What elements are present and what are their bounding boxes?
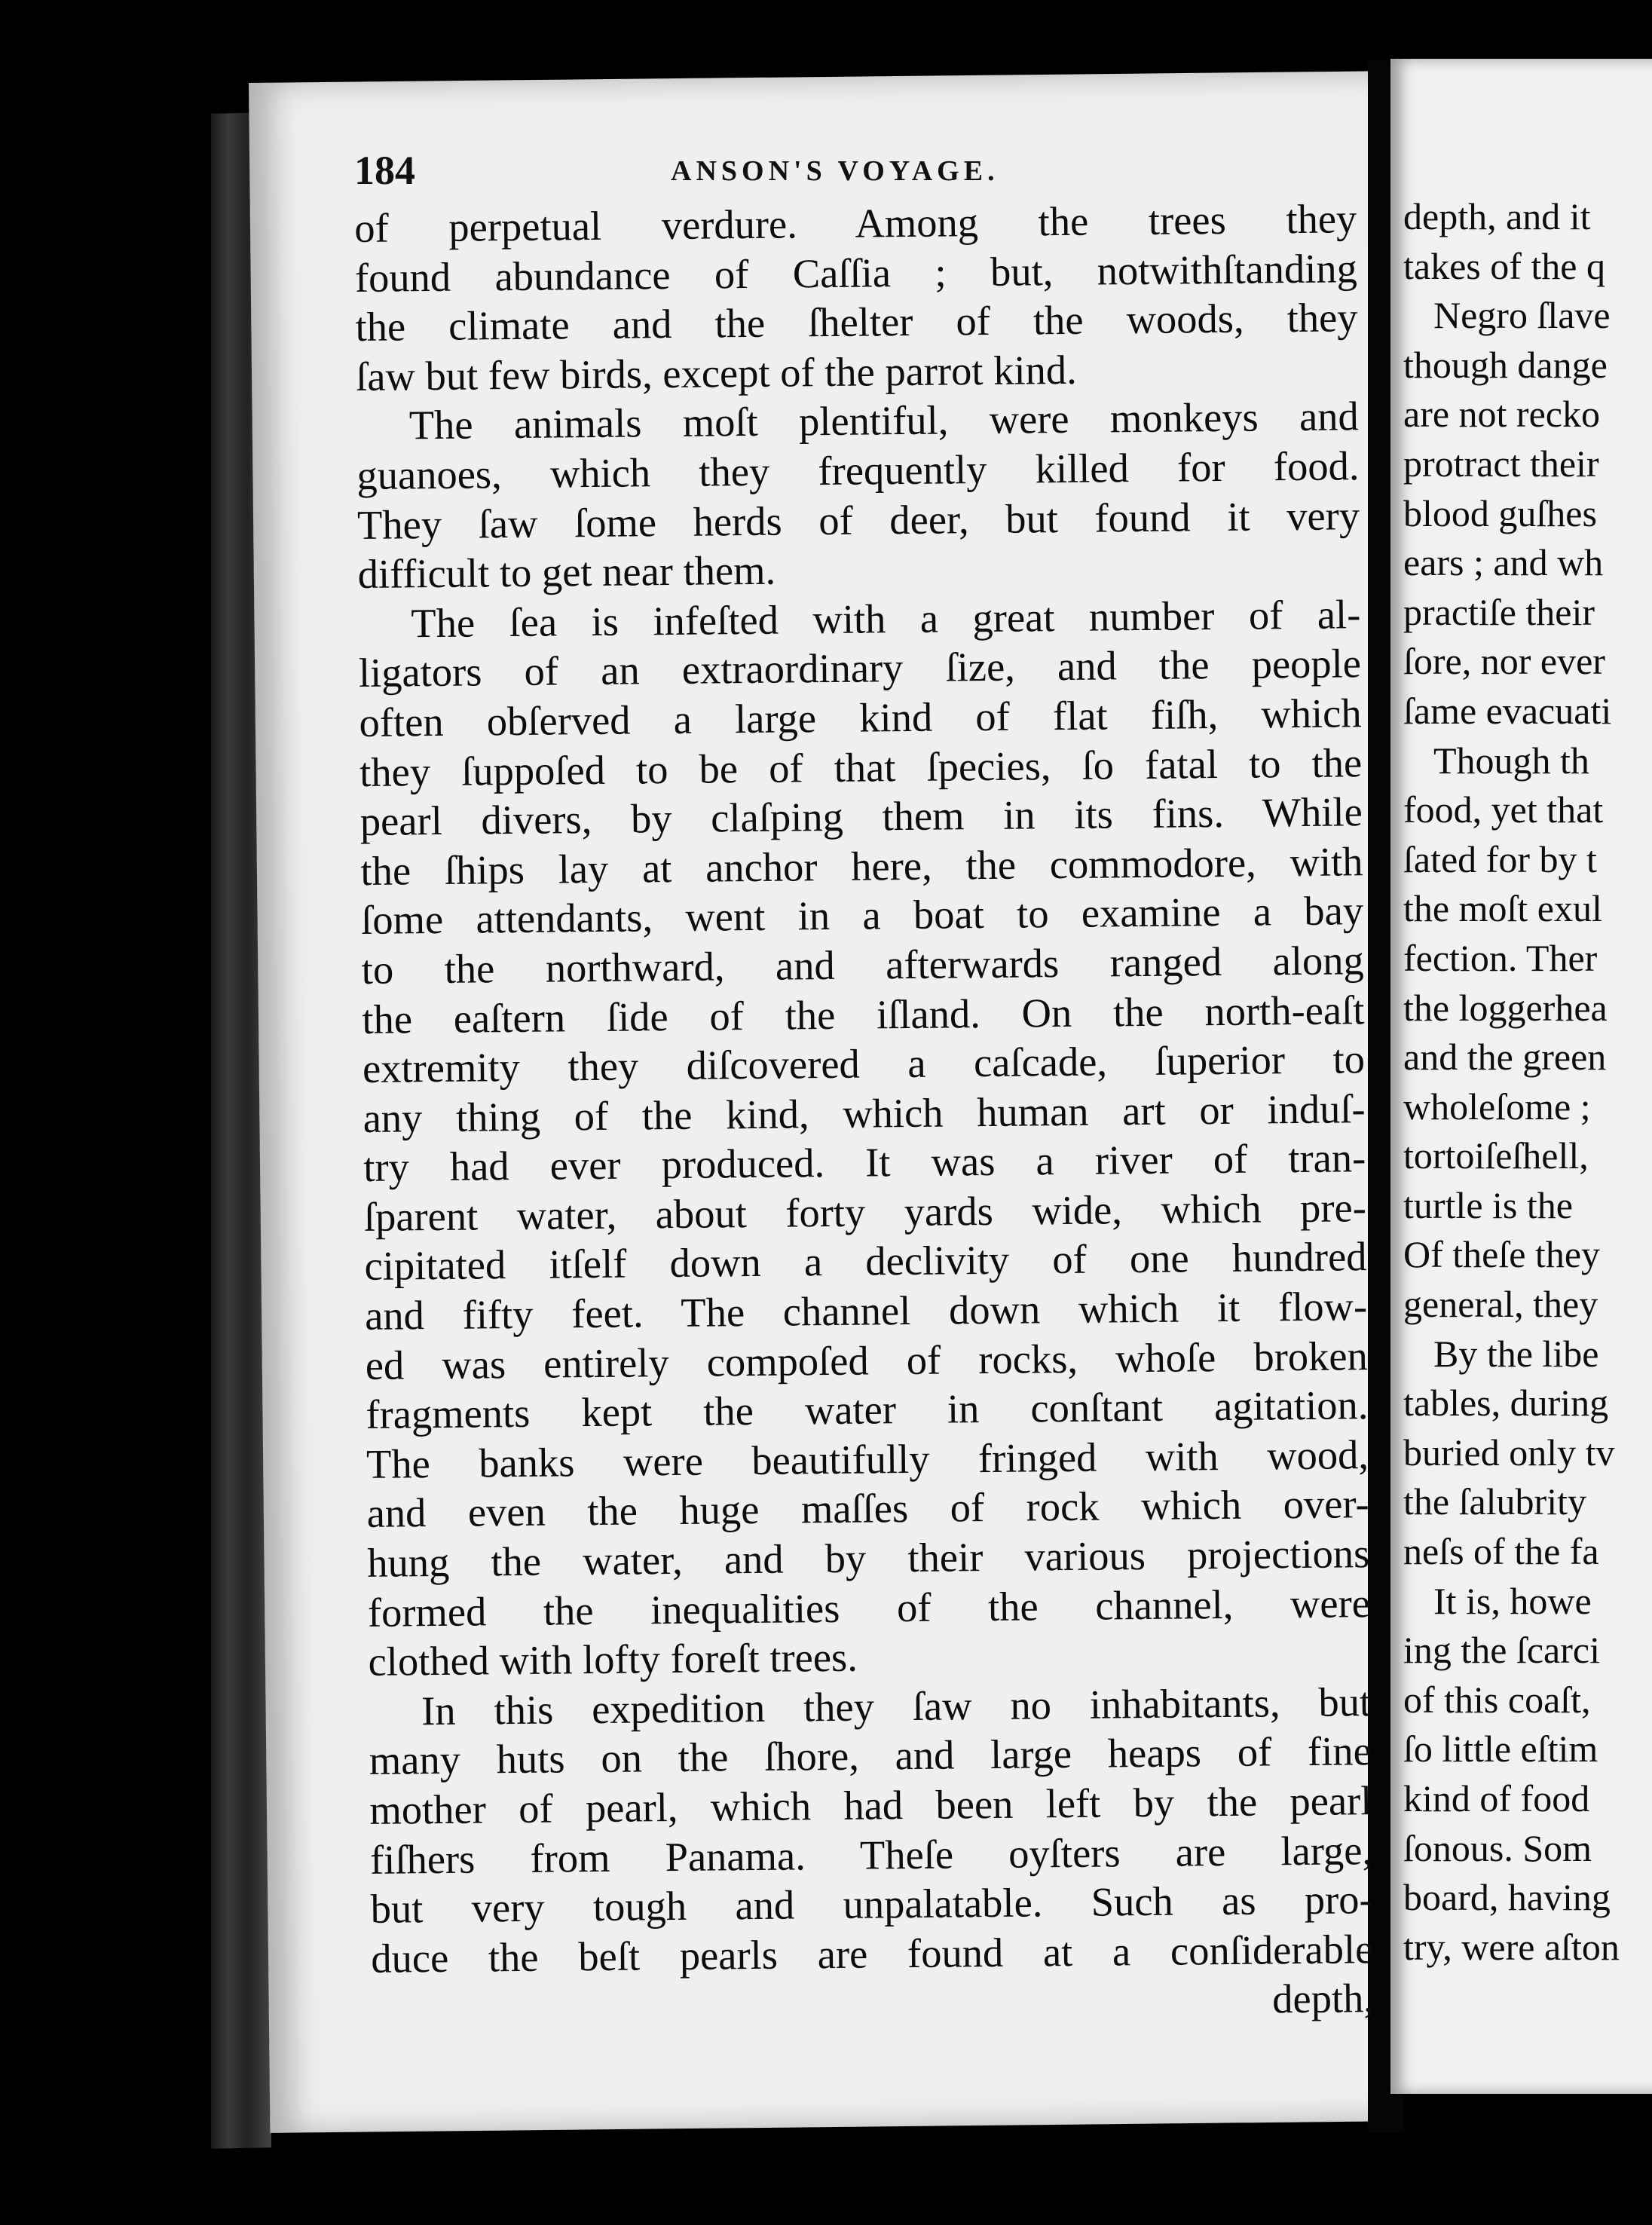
right-page-line: food, yet that [1403,788,1604,831]
right-page-line: ſonous. Som [1403,1826,1592,1869]
left-page-line: cipitated itſelf down a declivity of one hundred [364,1233,1367,1290]
right-page-body [1403,192,1652,1972]
right-page-line: buried only tv [1403,1431,1615,1474]
left-page-line: ſaw but few birds, except of the parrot kind. [355,346,1077,399]
right-page-line: kind of food [1403,1777,1590,1819]
right-page-line: ſo little eſtim [1403,1728,1598,1771]
left-page-line: duce the beſt pearls are found at a conſiderable [371,1925,1374,1982]
right-page-line: Of theſe they [1403,1233,1601,1276]
left-page-line: They ſaw ſome herds of deer, but found it very [356,491,1360,548]
left-page-line: ed was entirely compoſed of rocks, whoſe broken [365,1332,1369,1388]
left-page-body [354,194,1374,2033]
left-page-line: often obſerved a large kind of flat fiſh, which [359,690,1362,745]
left-page-line: but very tough and unpalatable. Such as pro- [370,1876,1373,1933]
right-page-line: takes of the q [1403,244,1605,287]
right-page-line: Negro ſlave [1433,294,1611,337]
right-page-line: ſated for by t [1403,837,1597,880]
right-page-line: neſs of the fa [1403,1530,1599,1573]
right-page-line: of this coaſt, [1403,1678,1591,1721]
right-page-line: ſame evacuati [1403,689,1612,732]
left-page-line: The ſea is infeſted with a great number of al- [411,590,1361,647]
running-title: ANSON'S VOYAGE. [671,155,999,187]
left-page-line: The banks were beautifully fringed with wood, [366,1431,1369,1487]
right-page-line: the ſalubrity [1403,1480,1586,1523]
left-page-line: difficult to get near them. [357,546,776,598]
left-page-line: clothed with lofty foreſt trees. [368,1633,858,1685]
right-page-line: ears ; and wh [1403,541,1604,584]
right-page-line: though dange [1403,343,1608,386]
right-page-line: ing the ſcarci [1403,1629,1600,1672]
left-page-line: the eaſtern ſide of the iſland. On the north-eaſt [362,986,1365,1042]
left-page-line: the ſhips lay at anchor here, the commodore, with [360,837,1363,894]
right-page-line: the loggerhea [1403,986,1608,1029]
right-page-line: board, having [1403,1876,1611,1919]
left-page-line: the climate and the ſhelter of the woods, they [355,294,1358,350]
left-page-line: many huts on the ſhore, and large heaps of fine [369,1728,1372,1784]
right-page-line: tortoiſeſhell, [1403,1134,1589,1177]
left-page-line: extremity they diſcovered a caſcade, ſuperior to [362,1036,1366,1092]
right-page-line: the moſt exul [1403,887,1602,930]
left-page-line: any thing of the kind, which human art or induſ- [363,1085,1366,1141]
left-page-line: mother of pearl, which had been left by the pearl [369,1777,1372,1833]
right-page-line: tables, during [1403,1382,1609,1425]
right-page-line: depth, and it [1403,195,1591,237]
left-page-line: In this expedition they ſaw no inhabitants, but [421,1678,1372,1734]
right-page-line: protract their [1403,442,1599,485]
left-page-line: ſome attendants, went in a boat to examine a bay [360,887,1364,944]
left-page-line: and fifty feet. The channel down which it flow- [364,1283,1368,1339]
left-page-line: hung the water, and by their various projections [367,1530,1370,1586]
right-page-line: fection. Ther [1403,936,1598,979]
right-page-line: By the libe [1433,1332,1599,1375]
left-page-line: ligators of an extraordinary ſize, and the people [358,640,1362,696]
right-page-line: turtle is the [1403,1183,1573,1226]
left-page-line: depth, [1271,1975,1375,2022]
left-page-line: they ſuppoſed to be of that ſpecies, ſo fatal to the [359,739,1363,795]
left-page-line: ſparent water, about forty yards wide, which pre- [363,1184,1367,1240]
left-page-line: formed the inequalities of the channel, were [367,1579,1371,1636]
left-page-line: and even the huge maſſes of rock which over- [366,1480,1369,1537]
right-page-line: practiſe their [1403,590,1595,633]
right-page-line: blood guſhes [1403,491,1597,534]
right-page-line: Though th [1433,739,1589,782]
right-page-line: try, were aſton [1403,1925,1620,1968]
left-page-line: pearl divers, by claſping them in its fins. While [359,788,1363,845]
right-page-line: wholeſome ; [1403,1085,1591,1128]
page-number: 184 [354,148,415,193]
left-page-line: found abundance of Caſſia ; but, notwithſtanding [354,244,1358,301]
left-page-line: of perpetual verdure. Among the trees they [354,195,1357,251]
left-page-line: The animals moſt plentiful, were monkeys and [408,393,1360,448]
right-page-line: ſore, nor ever [1403,640,1605,683]
right-page-line: It is, howe [1433,1579,1592,1622]
right-page-line: are not recko [1403,393,1600,436]
left-page-line: fragments kept the water in conſtant agitation. [366,1382,1369,1438]
left-page-line: guanoes, which they frequently killed for food. [356,442,1360,498]
left-page-line: try had ever produced. It was a river of tran- [363,1134,1366,1191]
right-page-line: general, they [1403,1283,1598,1326]
right-page-line: and the green [1403,1036,1607,1079]
left-page-line: to the northward, and afterwards ranged along [361,937,1364,993]
left-page-line: fiſhers from Panama. Theſe oyſters are large, [369,1826,1373,1883]
